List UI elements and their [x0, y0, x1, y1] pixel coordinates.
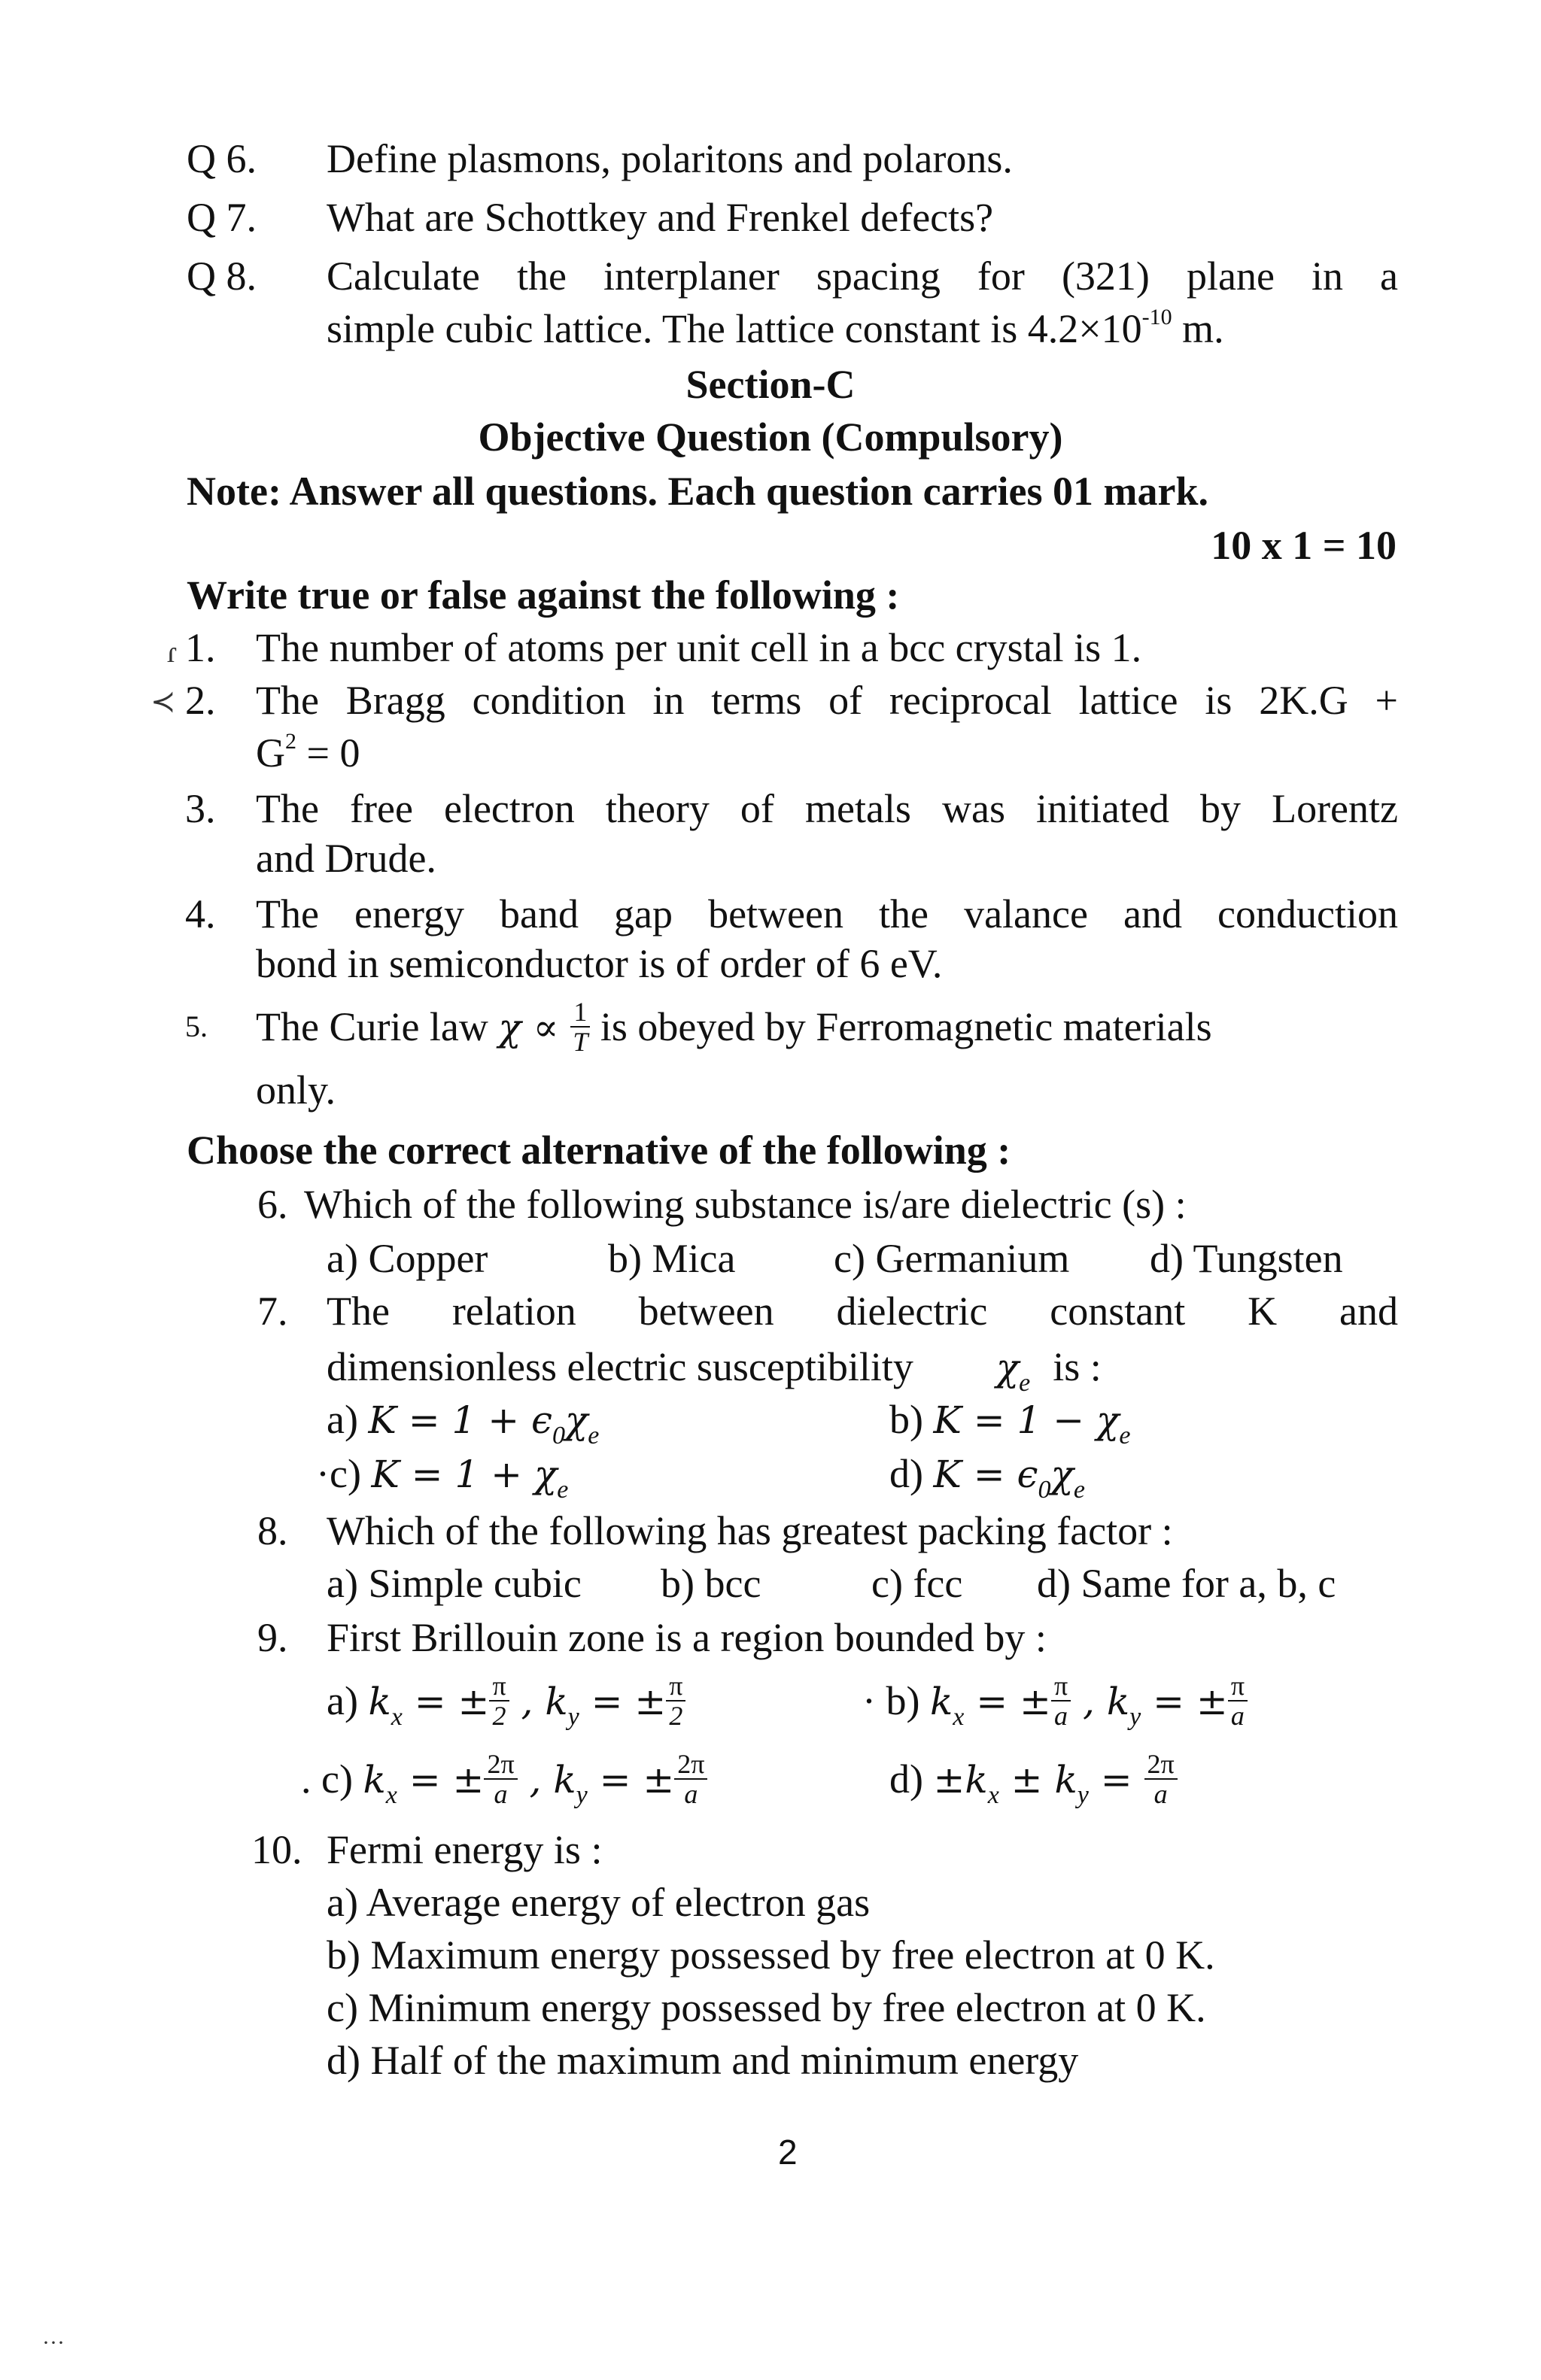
tf-text: The free electron theory of metals was initiated by Lorentz: [256, 786, 1398, 831]
question-text: Calculate the interplaner spacing for (321) plane in a: [327, 253, 1398, 299]
mcq-option: c) Minimum energy possessed by free electron at 0 K.: [327, 1985, 1206, 2030]
tf-text: The number of atoms per unit cell in a bcc crystal is 1.: [256, 625, 1142, 670]
question-number: Q 6.: [187, 136, 257, 181]
mcq-option: a) $k_x$ = ± $\frac{\pi}{2}$ , $k_y$ = ± $\frac{\pi}{2}$: [327, 1674, 685, 1735]
section-title: Section-C: [685, 362, 856, 407]
tf-text-line2: and Drude.: [256, 836, 436, 881]
tf-text-line2: bond in semiconductor is of order of 6 eV.: [256, 941, 943, 986]
question-number: Q 7.: [187, 195, 257, 240]
mcq-number: 8.: [257, 1508, 288, 1553]
mcq-option: d) Tungsten: [1150, 1236, 1343, 1281]
mcq-option: b) Maximum energy possessed by free electron at 0 K.: [327, 1932, 1215, 1978]
page-number: 2: [778, 2133, 798, 2172]
mcq-option: a) Copper: [327, 1236, 488, 1281]
mcq-text-line2: dimensionless electric susceptibility $\chi_e$ is :: [327, 1344, 1102, 1397]
mcq-option: d) Half of the maximum and minimum energy: [327, 2038, 1079, 2083]
question-text: Define plasmons, polaritons and polarons.: [327, 136, 1013, 181]
mcq-option: d) Same for a, b, c: [1037, 1561, 1336, 1606]
tf-heading: Write true or false against the following :: [187, 572, 900, 618]
tf-text: The energy band gap between the valance and conduction: [256, 891, 1398, 937]
mcq-number: 9.: [257, 1615, 288, 1660]
mcq-number: 7.: [257, 1289, 288, 1334]
mcq-option: $d) \pm k_x \pm k_y$ = $\frac{2\pi}{a}$: [889, 1753, 1178, 1813]
tf-text: The Curie law χ ∝ $\frac{1}{T}$ is obeyed by Ferromagnetic materials: [256, 996, 1212, 1057]
mcq-option: d) $K = \epsilon_0\chi_e$: [889, 1451, 1085, 1504]
mcq-option: c) Germanium: [834, 1236, 1070, 1281]
mcq-option: a) Average energy of electron gas: [327, 1880, 871, 1925]
section-subtitle: Objective Question (Compulsory): [478, 414, 1063, 460]
mcq-option: ·c) $K = 1 + \chi_e$: [316, 1451, 569, 1504]
tf-number: 1.: [185, 625, 216, 670]
pen-tick-mark: ≺: [150, 685, 176, 718]
mcq-text: The relation between dielectric constant K and: [327, 1289, 1398, 1334]
mcq-text: Fermi energy is :: [327, 1827, 603, 1872]
mcq-option: a) Simple cubic: [327, 1561, 582, 1606]
question-number: Q 8.: [187, 253, 257, 299]
tf-number: 2.: [185, 678, 216, 723]
mcq-text: Which of the following has greatest packing factor :: [327, 1508, 1173, 1553]
mcq-text: First Brillouin zone is a region bounded by :: [327, 1615, 1047, 1660]
mcq-option: c) fcc: [871, 1561, 963, 1606]
mcq-option: a) $K = 1 + \epsilon_0\chi_e$: [327, 1397, 600, 1450]
mcq-option: · b) $k_x$ = ± $\frac{\pi}{a}$ , $k_y$ = ± $\frac{\pi}{a}$: [862, 1674, 1248, 1735]
section-marks: 10 x 1 = 10: [1211, 523, 1397, 568]
tf-text: The Bragg condition in terms of reciprocal lattice is 2K.G +: [256, 678, 1398, 723]
pen-tick-mark: ɾ: [167, 635, 178, 669]
mcq-option: b) Mica: [608, 1236, 736, 1281]
tf-text-line2: only.: [256, 1067, 336, 1113]
mcq-number: 6.: [257, 1182, 288, 1227]
mcq-number: 10.: [251, 1827, 302, 1872]
tf-number: 3.: [185, 786, 216, 831]
tf-number: 4.: [185, 891, 216, 937]
mcq-option: b) $K = 1 - \chi_e$: [889, 1397, 1131, 1450]
question-text-line2: simple cubic lattice. The lattice constant is $4.2\times 10^{-10}$ m.: [327, 305, 1224, 351]
tf-number: 5.: [185, 1009, 208, 1043]
mcq-option: . c) $k_x$ = ± $\frac{2\pi}{a}$ , $k_y$ = ± $\frac{2\pi}{a}$: [301, 1753, 707, 1813]
section-note: Note: Answer all questions. Each question carries 01 mark.: [187, 469, 1208, 514]
mcq-option: b) bcc: [661, 1561, 761, 1606]
scan-artifact-mark: ···: [42, 2330, 65, 2355]
mcq-text: Which of the following substance is/are dielectric (s) :: [304, 1182, 1187, 1227]
question-text: What are Schottkey and Frenkel defects?: [327, 195, 994, 240]
tf-text-line2: $G^2 = 0$: [256, 729, 360, 776]
mcq-heading: Choose the correct alternative of the following :: [187, 1128, 1011, 1173]
